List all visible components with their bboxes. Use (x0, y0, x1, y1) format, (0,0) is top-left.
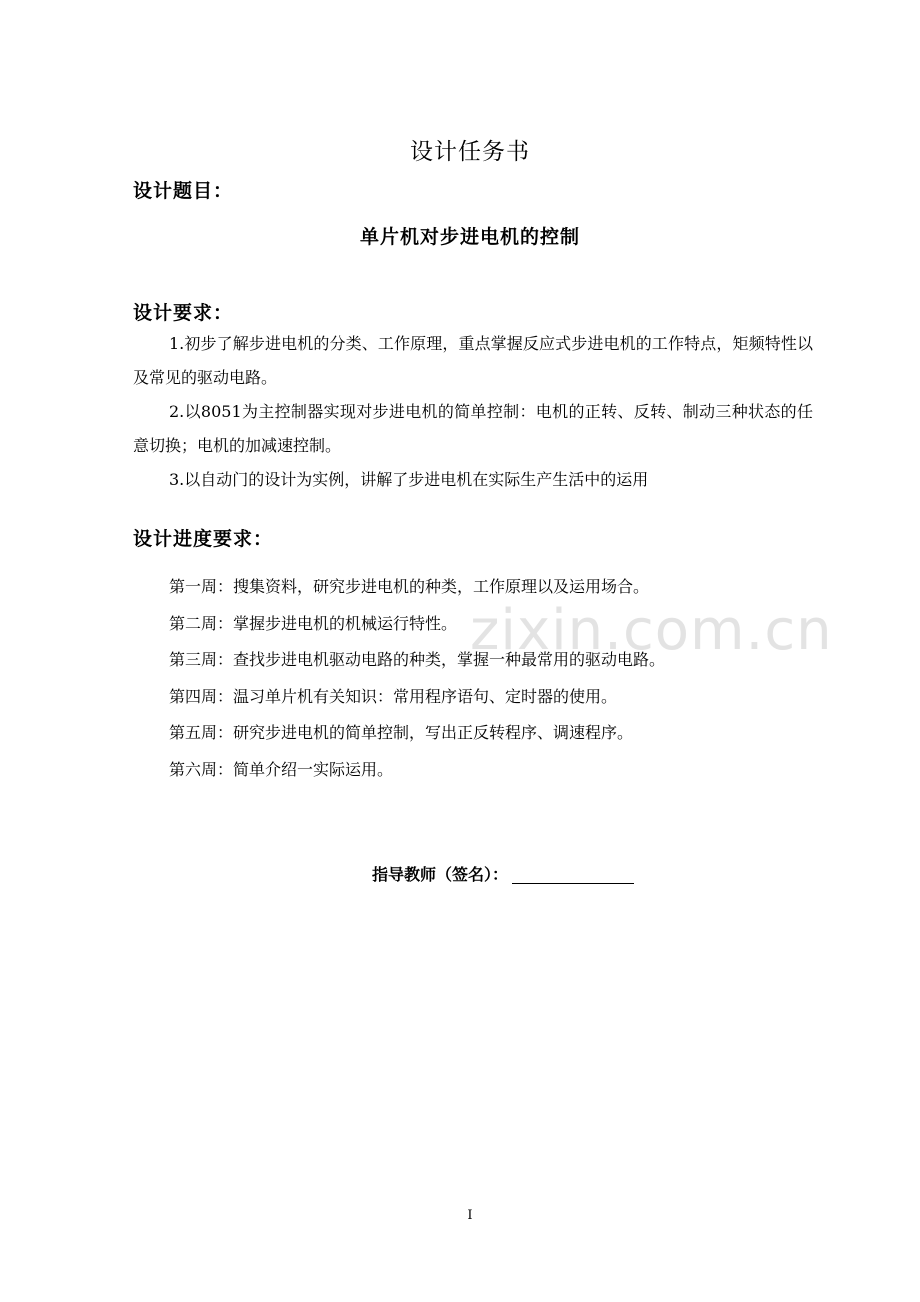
schedule-item: 第三周：查找步进电机驱动电路的种类，掌握一种最常用的驱动电路。 (169, 650, 666, 669)
schedule-item: 第一周：搜集资料，研究步进电机的种类，工作原理以及运用场合。 (169, 577, 650, 596)
requirements-list (133, 327, 813, 497)
design-topic: 单片机对步进电机的控制 (359, 226, 580, 248)
signature-line (512, 865, 634, 884)
schedule-heading: 设计进度要求： (133, 528, 274, 550)
schedule-item: 第四周：温习单片机有关知识：常用程序语句、定时器的使用。 (169, 686, 618, 706)
schedule-item: 第六周：简单介绍一实际运用。 (169, 759, 394, 779)
topic-heading: 设计题目： (133, 180, 234, 202)
schedule-item: 第五周：研究步进电机的简单控制，写出正反转程序、调速程序。 (169, 723, 634, 742)
requirement-item: 3.以自动门的设计为实例，讲解了步进电机在实际生产生活中的运用 (169, 470, 649, 489)
requirement-item: 2.以8051为主控制器实现对步进电机的简单控制：电机的正转、反转、制动三种状态的任意切换；电机的加减速控制。 (133, 402, 813, 455)
signature-row (372, 862, 634, 885)
page-title: 设计任务书 (410, 139, 530, 165)
requirements-heading: 设计要求： (133, 302, 234, 324)
watermark: zixin.com.cn (470, 598, 833, 663)
page-number: I (467, 1208, 473, 1223)
requirement-item: 1.初步了解步进电机的分类、工作原理，重点掌握反应式步进电机的工作特点，矩频特性以及常见的驱动电路。 (133, 334, 813, 387)
signature-label: 指导教师（签名）： (372, 865, 509, 884)
schedule-item: 第二周：掌握步进电机的机械运行特性。 (169, 613, 458, 633)
schedule-list (169, 569, 809, 788)
